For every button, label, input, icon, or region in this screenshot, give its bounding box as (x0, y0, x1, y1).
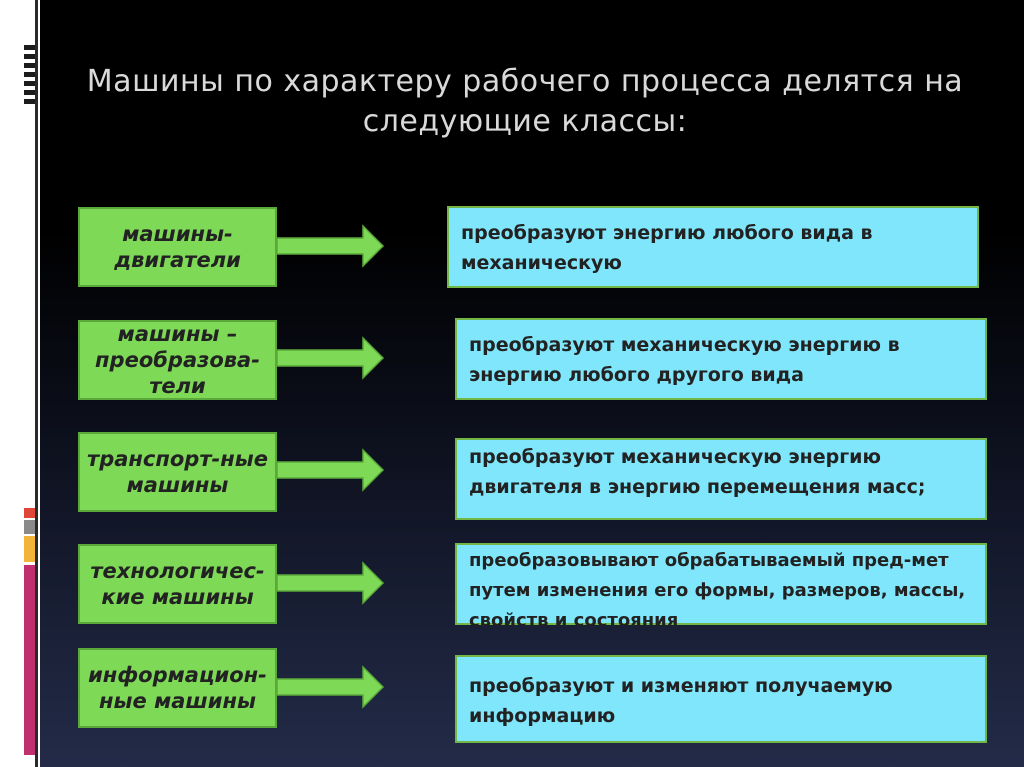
slide-title: Машины по характеру рабочего процесса делятся на следующие классы: (86, 64, 964, 139)
machine-class-information (78, 648, 277, 728)
machine-class-label: технологичес-кие машины (90, 559, 265, 609)
accent-bar-orange (24, 536, 35, 562)
description-text: преобразуют механическую энергию в энергию любого другого вида (469, 334, 900, 386)
machine-class-transport (78, 432, 277, 512)
arrow-right-icon (277, 336, 385, 380)
description-box (447, 206, 979, 288)
machine-class-engines (78, 207, 277, 287)
accent-bar-red (24, 508, 35, 518)
decorative-stripes (0, 0, 40, 767)
description-text: преобразуют энергию любого вида в механическую (461, 222, 873, 274)
machine-class-converters (78, 320, 277, 400)
description-text: преобразовывают обрабатываемый пред-мет путем изменения его формы, размеров, массы, свойств и состояния (469, 550, 966, 631)
description-text: преобразуют механическую энергию двигателя в энергию перемещения масс; (469, 446, 926, 498)
arrow-right-icon (277, 561, 385, 605)
accent-bar-magenta (24, 565, 35, 755)
description-box (455, 318, 987, 400)
description-box (455, 655, 987, 743)
description-box (455, 543, 987, 631)
accent-bar-gray (24, 520, 35, 534)
machine-class-technological (78, 544, 277, 624)
arrow-right-icon (277, 448, 385, 492)
description-box (455, 438, 987, 520)
decorative-vertical-line (35, 0, 38, 767)
arrow-right-icon (277, 224, 385, 268)
arrow-right-icon (277, 665, 385, 709)
description-text: преобразуют и изменяют получаемую информацию (469, 675, 893, 727)
machine-class-label: машины – преобразова-тели (95, 322, 260, 398)
machine-class-label: транспорт-ные машины (87, 447, 268, 497)
machine-class-label: информацион-ные машины (88, 663, 267, 713)
machine-class-label: машины-двигатели (114, 222, 241, 272)
